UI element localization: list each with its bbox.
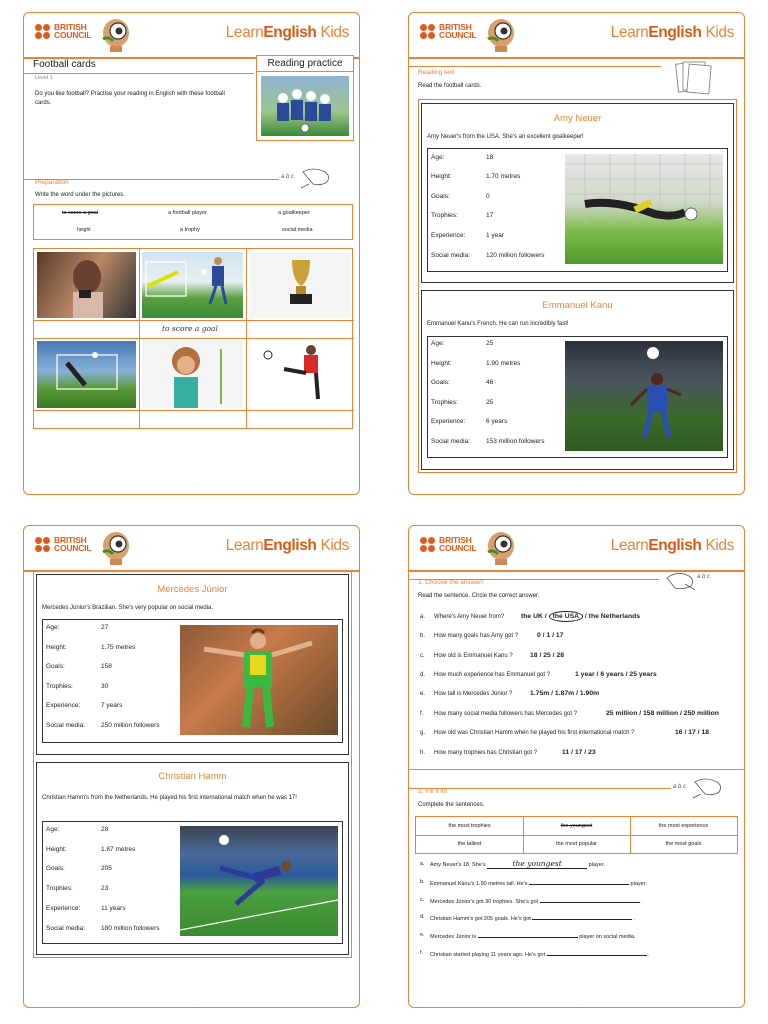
stat-label: Trophies: xyxy=(46,885,73,892)
svg-text:a b c: a b c xyxy=(697,574,711,580)
pencil-hand-icon xyxy=(279,164,334,190)
option-text: the UK / xyxy=(521,613,549,620)
player-description: Mercedes Júnior's Brazilian. She's very popular on social media. xyxy=(42,605,214,611)
player-card xyxy=(36,762,349,955)
level-label: Level 1 xyxy=(35,75,53,81)
football-player-photo xyxy=(250,341,351,408)
question-text: Where's Amy Neuer from? xyxy=(434,614,505,620)
question-text: How old was Christian Hamm when he played his first international match ? xyxy=(434,730,635,736)
preparation-instruction: Write the word under the pictures. xyxy=(35,192,125,198)
worksheet-page-2: BRITISH COUNCIL LearnEnglish Kids Reading text Read the football cards. Amy Neuer Amy Neuer's from the USA. She's an excellent goalkeeper! Age: Height: Goals: Trophies: Experience: Social media: 18 1.70 metres 0 17 1 year 120 million followers Emmanuel Kanu Emmanuel Kanu's French. He can run incredibly fast! Age: Height: Goals: Trophies: Experience: Social media: 25 1.90 metres 46 25 6 years 153 million followers · xyxy=(408,12,745,495)
stat-label: Age: xyxy=(46,826,60,833)
stat-label: Trophies: xyxy=(431,212,458,219)
mascot-icon xyxy=(100,17,132,53)
player-description: Emmanuel Kanu's French. He can run incredibly fast! xyxy=(427,321,569,327)
sentence-letter: d. xyxy=(420,914,425,920)
intro-text: Do you like football? Practise your reading in English with these football cards. xyxy=(35,91,225,106)
player-card xyxy=(421,103,734,283)
section-divider xyxy=(409,66,661,67)
sentence-end: . xyxy=(648,952,650,958)
exercise2-instruction: Complete the sentences. xyxy=(418,802,485,808)
player-photo xyxy=(180,826,338,936)
sentence-end: player. xyxy=(630,881,647,887)
question-text: How many goals has Amy got ? xyxy=(434,633,519,639)
sentence-text xyxy=(430,859,605,869)
stat-label: Social media: xyxy=(431,252,471,259)
stat-value: 153 million followers xyxy=(486,438,545,445)
learnenglish-kids-logo: LearnEnglish Kids xyxy=(225,537,349,554)
player-description: Amy Neuer's from the USA. She's an excellent goalkeeper! xyxy=(427,134,584,140)
mascot-icon xyxy=(485,530,517,566)
word-bank-item: social media xyxy=(282,227,313,233)
sentence-start: Christian started playing 11 years ago. He's got xyxy=(430,952,545,958)
exercise2-heading: 2. Fill it in! xyxy=(418,788,448,795)
papers-icon xyxy=(673,59,713,97)
stat-label: Age: xyxy=(431,154,445,161)
stat-value: 28 xyxy=(101,826,109,833)
sentence-end: . xyxy=(641,899,643,905)
word-bank-item: a goalkeeper xyxy=(278,210,310,216)
sentence-start: Mercedes Júnior is xyxy=(430,934,477,940)
stats-box xyxy=(42,619,343,743)
exercise1-frame xyxy=(409,606,745,770)
player-card xyxy=(36,574,349,755)
stat-label: Age: xyxy=(46,624,60,631)
answer-blank[interactable] xyxy=(532,912,632,920)
stat-label: Height: xyxy=(46,644,67,651)
picture-grid xyxy=(33,248,353,429)
question-text: How many social media followers has Mercedes got ? xyxy=(434,711,578,717)
circled-answer[interactable]: the USA xyxy=(549,611,583,622)
word-bank xyxy=(33,204,353,240)
word-bank-item: the youngest xyxy=(560,823,593,829)
answer-blank[interactable] xyxy=(540,895,640,903)
british-council-logo: BRITISH COUNCIL xyxy=(35,536,91,552)
page-header xyxy=(24,526,359,570)
word-bank-item: the most goals xyxy=(665,841,702,847)
stats-box xyxy=(427,336,728,458)
british-council-logo: BRITISH COUNCIL xyxy=(420,536,476,552)
worksheet-page-1: BRITISH COUNCIL LearnEnglish Kids Football cards Level 1 Do you like football? Practise your reading in English with these football cards. Reading practice a b c Preparation Write the word under the pictures. to score a goal a football player a goalkeeper height a trophy social media to score a goal · xyxy=(23,12,360,495)
stat-value: 1.90 metres xyxy=(486,360,521,367)
preparation-heading: Preparation xyxy=(35,179,69,186)
stat-value: 25 xyxy=(486,399,494,406)
question-letter: h. xyxy=(420,750,426,756)
stat-value: 158 xyxy=(101,663,112,670)
stat-label: Experience: xyxy=(46,702,81,709)
question-letter: g. xyxy=(420,730,426,736)
stat-value: 23 xyxy=(101,885,109,892)
question-letter: c. xyxy=(420,653,425,659)
question-letter: b. xyxy=(420,633,426,639)
badge-label: Reading practice xyxy=(267,58,343,69)
sentence-start: Amy Neuer's 18. She's xyxy=(430,862,486,868)
svg-text:a b c: a b c xyxy=(673,784,687,790)
question-options[interactable]: 0 / 1 / 17 xyxy=(537,632,564,639)
sentence-start: Christian Hamm's got 205 goals. He's got xyxy=(430,916,531,922)
stat-value: 1.70 metres xyxy=(486,173,521,180)
pencil-hand-icon xyxy=(663,566,723,594)
sentence-end: player on social media. xyxy=(579,934,636,940)
learnenglish-kids-logo: LearnEnglish Kids xyxy=(225,24,349,41)
stat-value: 120 million followers xyxy=(486,252,545,259)
stat-label: Goals: xyxy=(46,663,65,670)
stat-value: 6 years xyxy=(486,418,508,425)
height-photo xyxy=(142,341,243,408)
exercise1-instruction: Read the sentence. Circle the correct answer. xyxy=(418,593,540,599)
stat-label: Goals: xyxy=(46,865,65,872)
british-council-logo: BRITISH COUNCIL xyxy=(420,23,476,39)
sentence-text xyxy=(430,912,635,922)
answer-blank[interactable] xyxy=(529,877,629,885)
word-bank-item: the most popular xyxy=(556,841,597,847)
sentence-start: Mercedes Júnior's got 30 trophies. She's got xyxy=(430,899,539,905)
sentence-letter: f. xyxy=(420,950,424,956)
svg-text:a b c: a b c xyxy=(281,174,295,180)
answer-blank[interactable] xyxy=(547,948,647,956)
word-bank-item: the most experience xyxy=(658,823,709,829)
stat-label: Trophies: xyxy=(46,683,73,690)
title-divider xyxy=(24,73,254,74)
stat-label: Experience: xyxy=(46,905,81,912)
question-options[interactable]: 1.75m / 1.87m / 1.90m xyxy=(530,690,600,697)
answer-blank[interactable]: the youngest xyxy=(487,859,587,869)
page-title: Football cards xyxy=(33,59,96,70)
stat-label: Height: xyxy=(431,173,452,180)
question-letter: a. xyxy=(420,614,426,620)
question-options xyxy=(521,613,640,620)
stat-value: 18 xyxy=(486,154,494,161)
stat-value: 30 xyxy=(101,683,109,690)
question-options[interactable]: 11 / 17 / 23 xyxy=(562,749,596,756)
word-bank-item: a football player xyxy=(168,210,207,216)
stat-label: Goals: xyxy=(431,379,450,386)
player-photo xyxy=(180,625,338,735)
stat-value: 0 xyxy=(486,193,490,200)
mascot-icon xyxy=(100,530,132,566)
answer-blank[interactable] xyxy=(478,930,578,938)
question-letter: e. xyxy=(420,691,426,697)
stat-label: Experience: xyxy=(431,232,466,239)
stat-value: 1.75 metres xyxy=(101,644,136,651)
sentence-text xyxy=(430,877,647,887)
question-letter: f. xyxy=(420,711,424,717)
question-text: How old is Emmanuel Kanu ? xyxy=(434,653,513,659)
word-bank-item: to score a goal xyxy=(62,210,99,216)
word-bank-item: height xyxy=(77,227,91,233)
question-letter: d. xyxy=(420,672,426,678)
stat-value: 1.87 metres xyxy=(101,846,136,853)
stat-label: Height: xyxy=(431,360,452,367)
sentence-end: . xyxy=(633,916,636,922)
trophy-photo xyxy=(250,252,351,318)
stat-label: Age: xyxy=(431,340,445,347)
reading-practice-badge xyxy=(256,55,354,141)
word-bank xyxy=(415,816,738,854)
question-options[interactable]: 16 / 17 / 18 xyxy=(675,729,710,736)
reading-text-heading: Reading text xyxy=(418,69,455,76)
stat-value: 27 xyxy=(101,624,109,631)
sentence-letter: a. xyxy=(420,861,425,867)
player-name: Christian Hamm xyxy=(158,771,227,782)
question-options[interactable]: 18 / 25 / 28 xyxy=(530,652,565,659)
question-text: How much experience has Emmanuel got ? xyxy=(434,672,551,678)
page-header xyxy=(24,13,359,57)
stat-value: 25 xyxy=(486,340,494,347)
social-media-photo xyxy=(37,252,136,318)
stat-label: Goals: xyxy=(431,193,450,200)
stat-value: 46 xyxy=(486,379,494,386)
sentence-text xyxy=(430,948,650,958)
player-name: Mercedes Júnior xyxy=(157,584,228,595)
mascot-icon xyxy=(485,17,517,53)
question-options[interactable]: 25 million / 158 million / 250 million xyxy=(606,710,719,717)
exercise1-heading: 1. Choose the answer! xyxy=(418,579,484,586)
score-goal-photo xyxy=(142,252,243,318)
stat-label: Trophies: xyxy=(431,399,458,406)
stats-box xyxy=(42,821,343,944)
player-name: Emmanuel Kanu xyxy=(542,300,613,311)
british-council-logo: BRITISH COUNCIL xyxy=(35,23,91,39)
stat-value: 17 xyxy=(486,212,494,219)
worksheet-page-3: BRITISH COUNCIL LearnEnglish Kids Mercedes Júnior Mercedes Júnior's Brazilian. She's very popular on social media. Age: Height: Goals: Trophies: Experience: Social media: 27 1.75 metres 158 30 7 years 250 million followers Christian Hamm Christian Hamm's from the Netherlands. He played his first international match when he was 17! Age: Height: Goals: Trophies: Experience: Social media: 28 1.87 metres 205 23 11 years 180 million followers · xyxy=(23,525,360,1008)
player-card xyxy=(421,290,734,470)
learnenglish-kids-logo: LearnEnglish Kids xyxy=(610,537,734,554)
option-text: / the Netherlands xyxy=(583,613,641,620)
team-photo xyxy=(261,76,349,136)
stat-value: 180 million followers xyxy=(101,925,160,932)
reading-text-instruction: Read the football cards. xyxy=(418,83,482,89)
goalkeeper-photo xyxy=(37,341,136,408)
word-bank-item: the most trophies xyxy=(448,823,491,829)
question-text: How tall is Mercedes Júnior ? xyxy=(434,691,513,697)
stat-value: 205 xyxy=(101,865,112,872)
worksheet-page-4: BRITISH COUNCIL LearnEnglish Kids a b c 1. Choose the answer! Read the sentence. Circle the correct answer. a. Where's Amy Neuer from? the UK / the USA / the Netherlands b. How many goals has Amy got ? 0 / 1 / 17 c. How old is Emmanuel Kanu ? 18 / 25 / 28 d. How much experience has Emmanuel got ? 1 year / 6 years / 25 years e. How tall is Mercedes Júnior ? 1.75m / 1.87m / 1.90m f. How many social media followers has Mercedes got ? 25 million / 158 million / 250 million g. How old was Christian Hamm when he played his first international match ? 16 / 17 / 18 h. How many trophies has Christian got ? 11 / 17 / 23 a b c 2. Fill it in! Complete the sentences. the most trophies the youngest the most experience the tallest the most popular the most goals a. Amy Neuer's 18. She's the youngest player. b. Emmanuel Kanu's 1.90 metres tall. He's player. c. Mercedes Júnior's got 30 trophies. She's got . d. Christian Hamm's got 205 goals. He's got . e. Mercedes Júnior is player on social media. f. Christian started playing 11 years ago. He's got . · xyxy=(408,525,745,1008)
page-header xyxy=(409,526,744,570)
stat-label: Height: xyxy=(46,846,67,853)
sentence-text xyxy=(430,930,636,940)
stat-value: 1 year xyxy=(486,232,505,239)
word-bank-item: a trophy xyxy=(180,227,200,233)
stat-label: Social media: xyxy=(46,722,86,729)
stat-label: Social media: xyxy=(431,438,471,445)
sentence-end: player. xyxy=(588,862,605,868)
page-header xyxy=(409,13,744,57)
sentence-letter: e. xyxy=(420,932,425,938)
word-bank-item: the tallest xyxy=(457,841,482,847)
stat-value: 7 years xyxy=(101,702,123,709)
player-description: Christian Hamm's from the Netherlands. He played his first international match when he was 17! xyxy=(42,795,297,801)
player-photo xyxy=(565,341,723,451)
sentence-start: Emmanuel Kanu's 1.90 metres tall. He's xyxy=(430,881,528,887)
answer-text: to score a goal xyxy=(162,324,218,333)
sentence-letter: b. xyxy=(420,879,425,885)
pencil-hand-icon xyxy=(671,776,726,802)
sentence-letter: c. xyxy=(420,897,425,903)
player-name: Amy Neuer xyxy=(553,113,602,124)
question-options[interactable]: 1 year / 6 years / 25 years xyxy=(575,671,657,678)
section-divider xyxy=(409,788,671,789)
player-photo xyxy=(565,154,723,264)
stat-label: Experience: xyxy=(431,418,466,425)
question-text: How many trophies has Christian got ? xyxy=(434,750,538,756)
stat-label: Social media: xyxy=(46,925,86,932)
stat-value: 11 years xyxy=(101,905,126,912)
learnenglish-kids-logo: LearnEnglish Kids xyxy=(610,24,734,41)
sentence-text xyxy=(430,895,643,905)
stat-value: 250 million followers xyxy=(101,722,160,729)
stats-box xyxy=(427,148,728,272)
